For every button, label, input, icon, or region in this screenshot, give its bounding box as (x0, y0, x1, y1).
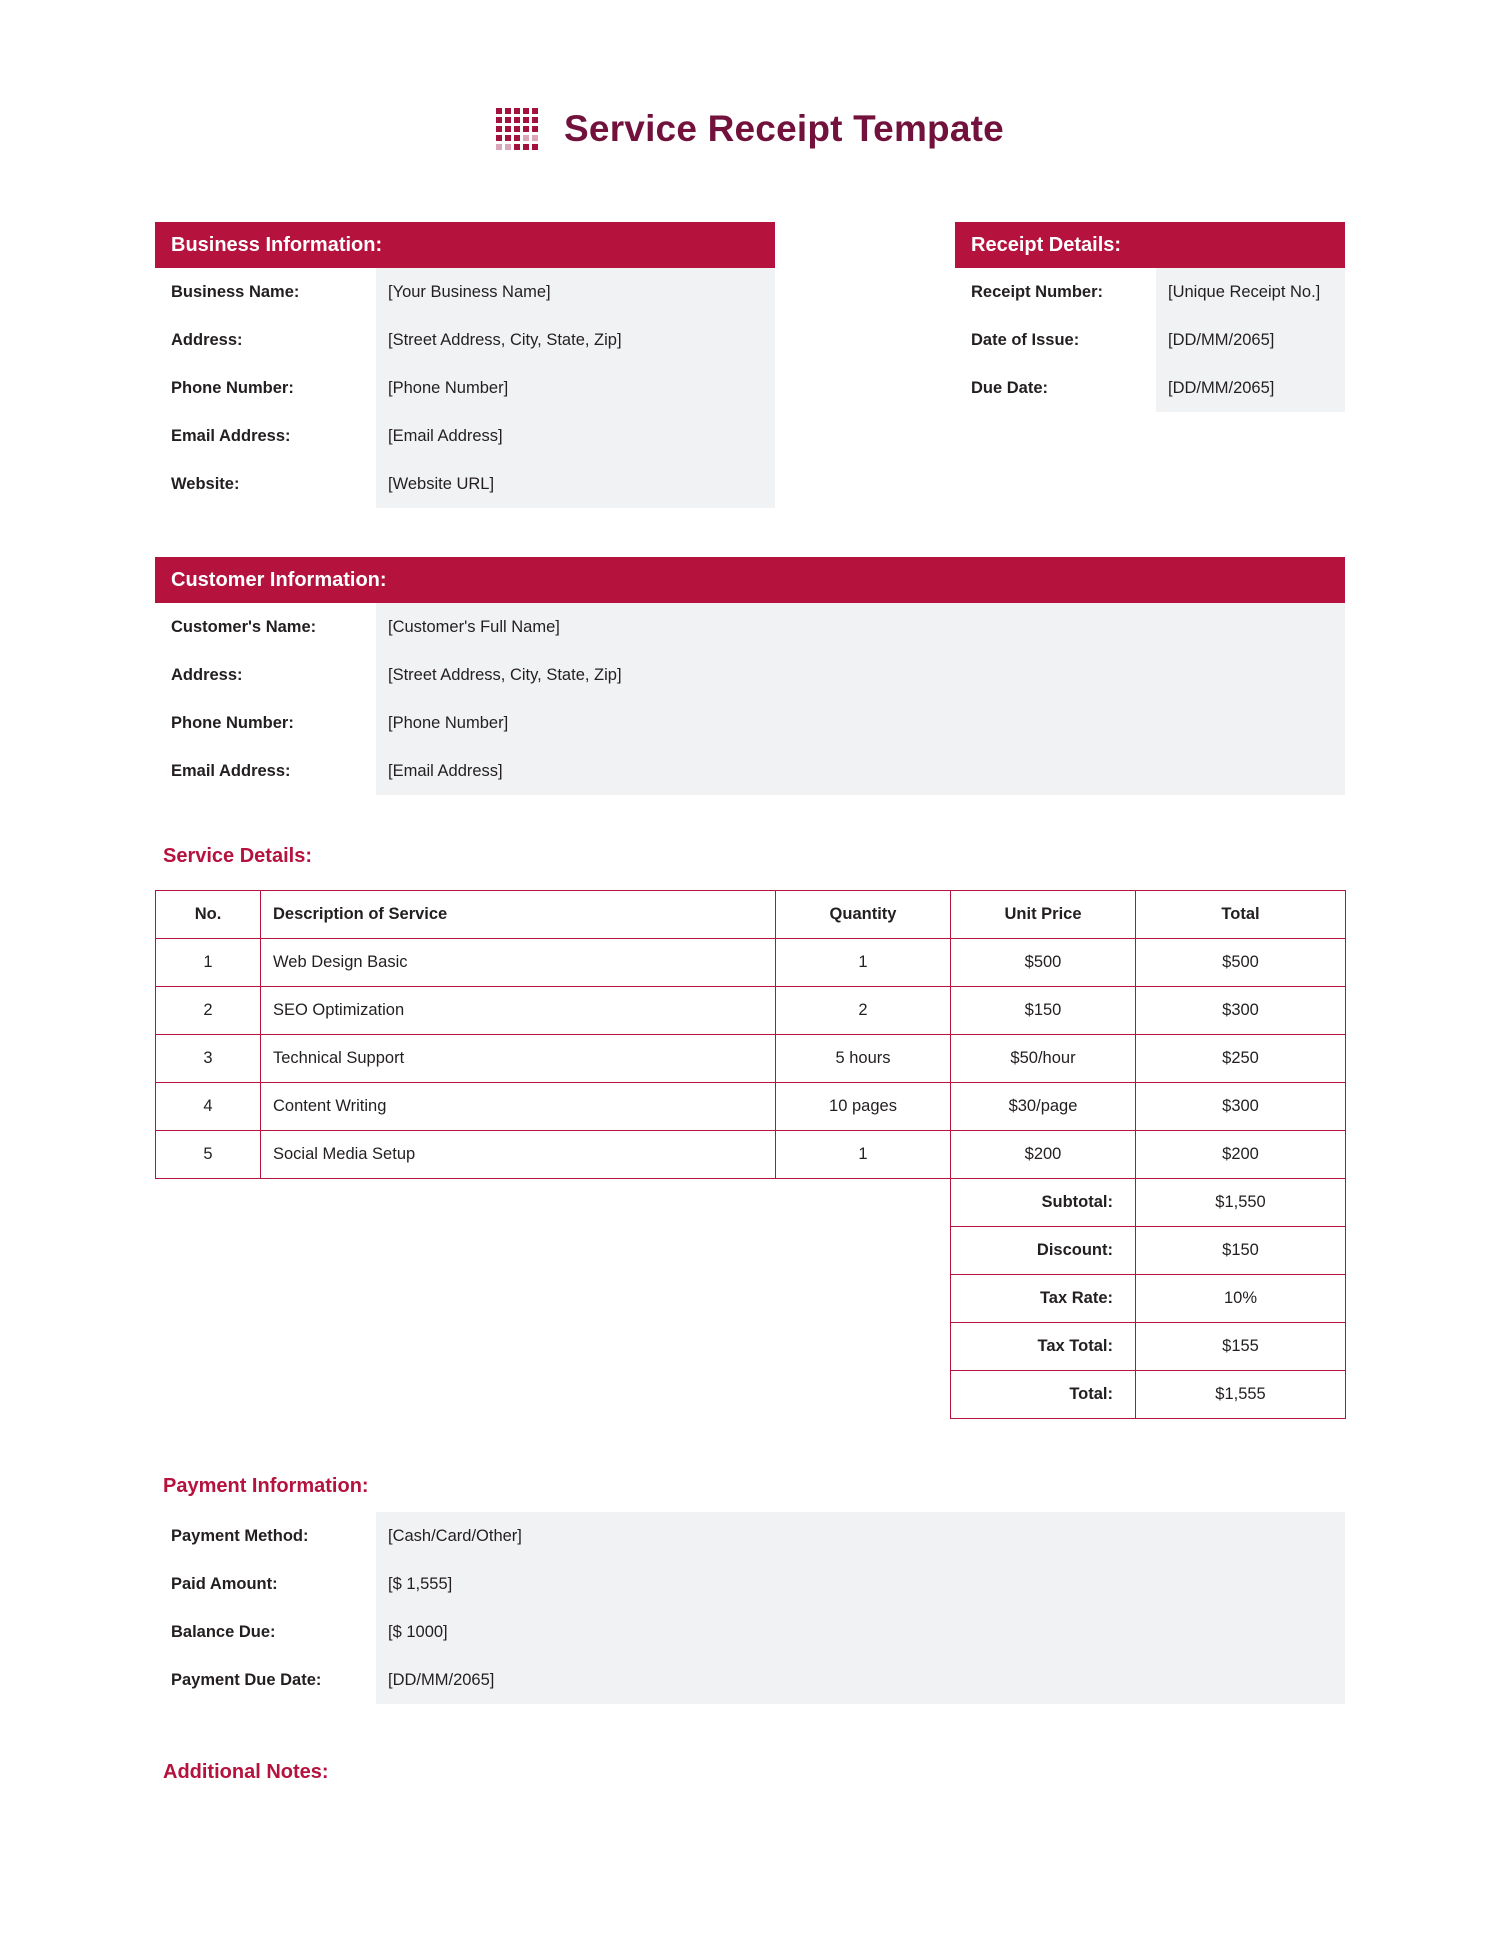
summary-spacer (776, 1323, 951, 1371)
receipt-details-panel (955, 222, 1345, 412)
service-cell-num[interactable]: 3 (156, 1035, 261, 1083)
payment-field-row (155, 1512, 1345, 1560)
service-cell-price[interactable]: $150 (951, 987, 1136, 1035)
customer-field-label: Customer's Name: (155, 603, 376, 651)
business-field-value[interactable]: [Phone Number] (376, 364, 775, 412)
receipt-field-row (955, 364, 1345, 412)
payment-field-row (155, 1560, 1345, 1608)
business-field-row (155, 268, 775, 316)
document-header (0, 108, 1500, 150)
table-row (156, 987, 1346, 1035)
payment-information-table (155, 1512, 1345, 1704)
page-title: Service Receipt Tempate (564, 108, 1004, 149)
business-field-label: Business Name: (155, 268, 376, 316)
summary-spacer (156, 1227, 261, 1275)
additional-notes-heading: Additional Notes: (163, 1761, 329, 1783)
payment-field-label: Balance Due: (155, 1608, 376, 1656)
customer-information-table (155, 603, 1345, 795)
summary-label: Total: (951, 1371, 1136, 1419)
summary-row (156, 1275, 1346, 1323)
receipt-field-label: Date of Issue: (955, 316, 1156, 364)
summary-value[interactable]: $150 (1136, 1227, 1346, 1275)
service-cell-tot[interactable]: $500 (1136, 939, 1346, 987)
service-details-heading: Service Details: (163, 845, 312, 867)
customer-field-value[interactable]: [Email Address] (376, 747, 1345, 795)
summary-value[interactable]: $155 (1136, 1323, 1346, 1371)
payment-field-row (155, 1656, 1345, 1704)
receipt-details-header: Receipt Details: (955, 222, 1345, 268)
receipt-field-value[interactable]: [DD/MM/2065] (1156, 364, 1345, 412)
summary-spacer (261, 1179, 776, 1227)
service-cell-qty[interactable]: 1 (776, 939, 951, 987)
service-cell-price[interactable]: $200 (951, 1131, 1136, 1179)
business-field-value[interactable]: [Email Address] (376, 412, 775, 460)
service-details-table-wrap (155, 890, 1345, 1419)
payment-field-value[interactable]: [$ 1,555] (376, 1560, 1345, 1608)
summary-label: Subtotal: (951, 1179, 1136, 1227)
service-cell-num[interactable]: 5 (156, 1131, 261, 1179)
table-row (156, 1131, 1346, 1179)
receipt-field-label: Receipt Number: (955, 268, 1156, 316)
business-information-table (155, 268, 775, 508)
summary-spacer (261, 1275, 776, 1323)
payment-field-label: Payment Due Date: (155, 1656, 376, 1704)
service-cell-qty[interactable]: 10 pages (776, 1083, 951, 1131)
service-cell-price[interactable]: $50/hour (951, 1035, 1136, 1083)
customer-field-row (155, 699, 1345, 747)
payment-field-label: Paid Amount: (155, 1560, 376, 1608)
business-field-label: Phone Number: (155, 364, 376, 412)
customer-field-row (155, 651, 1345, 699)
business-information-panel (155, 222, 775, 508)
service-cell-num[interactable]: 1 (156, 939, 261, 987)
summary-row (156, 1179, 1346, 1227)
receipt-field-value[interactable]: [DD/MM/2065] (1156, 316, 1345, 364)
payment-field-label: Payment Method: (155, 1512, 376, 1560)
service-cell-qty[interactable]: 5 hours (776, 1035, 951, 1083)
business-field-value[interactable]: [Street Address, City, State, Zip] (376, 316, 775, 364)
business-field-label: Email Address: (155, 412, 376, 460)
service-cell-qty[interactable]: 2 (776, 987, 951, 1035)
summary-label: Tax Rate: (951, 1275, 1136, 1323)
receipt-field-value[interactable]: [Unique Receipt No.] (1156, 268, 1345, 316)
business-field-value[interactable]: [Your Business Name] (376, 268, 775, 316)
summary-spacer (776, 1371, 951, 1419)
summary-spacer (776, 1179, 951, 1227)
service-cell-tot[interactable]: $200 (1136, 1131, 1346, 1179)
customer-field-value[interactable]: [Customer's Full Name] (376, 603, 1345, 651)
business-field-row (155, 364, 775, 412)
business-field-row (155, 316, 775, 364)
business-information-header: Business Information: (155, 222, 775, 268)
table-row (156, 939, 1346, 987)
grid-dots-icon (496, 108, 538, 150)
receipt-field-row (955, 268, 1345, 316)
customer-field-label: Email Address: (155, 747, 376, 795)
customer-field-label: Address: (155, 651, 376, 699)
summary-spacer (776, 1227, 951, 1275)
service-cell-desc[interactable]: SEO Optimization (261, 987, 776, 1035)
service-details-table (155, 890, 1346, 1419)
service-cell-qty[interactable]: 1 (776, 1131, 951, 1179)
business-field-label: Website: (155, 460, 376, 508)
column-header-no: No. (156, 891, 261, 939)
customer-information-panel (155, 557, 1345, 795)
service-cell-tot[interactable]: $250 (1136, 1035, 1346, 1083)
payment-field-value[interactable]: [DD/MM/2065] (376, 1656, 1345, 1704)
column-header-tot: Total (1136, 891, 1346, 939)
summary-label: Tax Total: (951, 1323, 1136, 1371)
summary-spacer (156, 1323, 261, 1371)
payment-field-value[interactable]: [$ 1000] (376, 1608, 1345, 1656)
summary-row (156, 1371, 1346, 1419)
column-header-desc: Description of Service (261, 891, 776, 939)
service-cell-price[interactable]: $500 (951, 939, 1136, 987)
payment-information-heading: Payment Information: (163, 1475, 369, 1497)
summary-label: Discount: (951, 1227, 1136, 1275)
service-cell-tot[interactable]: $300 (1136, 987, 1346, 1035)
payment-field-row (155, 1608, 1345, 1656)
summary-row (156, 1227, 1346, 1275)
service-cell-num[interactable]: 4 (156, 1083, 261, 1131)
summary-value[interactable]: $1,555 (1136, 1371, 1346, 1419)
summary-spacer (156, 1275, 261, 1323)
summary-spacer (776, 1275, 951, 1323)
summary-value[interactable]: 10% (1136, 1275, 1346, 1323)
service-cell-tot[interactable]: $300 (1136, 1083, 1346, 1131)
service-cell-desc[interactable]: Web Design Basic (261, 939, 776, 987)
service-cell-num[interactable]: 2 (156, 987, 261, 1035)
customer-information-header: Customer Information: (155, 557, 1345, 603)
customer-field-label: Phone Number: (155, 699, 376, 747)
service-cell-desc[interactable]: Content Writing (261, 1083, 776, 1131)
business-field-label: Address: (155, 316, 376, 364)
table-row (156, 1035, 1346, 1083)
receipt-details-table (955, 268, 1345, 412)
business-field-value[interactable]: [Website URL] (376, 460, 775, 508)
business-field-row (155, 412, 775, 460)
service-cell-price[interactable]: $30/page (951, 1083, 1136, 1131)
table-row (156, 1083, 1346, 1131)
business-field-row (155, 460, 775, 508)
table-header-row (156, 891, 1346, 939)
summary-row (156, 1323, 1346, 1371)
customer-field-value[interactable]: [Street Address, City, State, Zip] (376, 651, 1345, 699)
service-cell-desc[interactable]: Social Media Setup (261, 1131, 776, 1179)
payment-information-panel (155, 1512, 1345, 1704)
customer-field-row (155, 603, 1345, 651)
column-header-price: Unit Price (951, 891, 1136, 939)
summary-spacer (156, 1371, 261, 1419)
summary-spacer (156, 1179, 261, 1227)
customer-field-row (155, 747, 1345, 795)
receipt-field-row (955, 316, 1345, 364)
customer-field-value[interactable]: [Phone Number] (376, 699, 1345, 747)
receipt-field-label: Due Date: (955, 364, 1156, 412)
summary-spacer (261, 1227, 776, 1275)
payment-field-value[interactable]: [Cash/Card/Other] (376, 1512, 1345, 1560)
service-cell-desc[interactable]: Technical Support (261, 1035, 776, 1083)
column-header-qty: Quantity (776, 891, 951, 939)
summary-spacer (261, 1323, 776, 1371)
summary-value[interactable]: $1,550 (1136, 1179, 1346, 1227)
summary-spacer (261, 1371, 776, 1419)
